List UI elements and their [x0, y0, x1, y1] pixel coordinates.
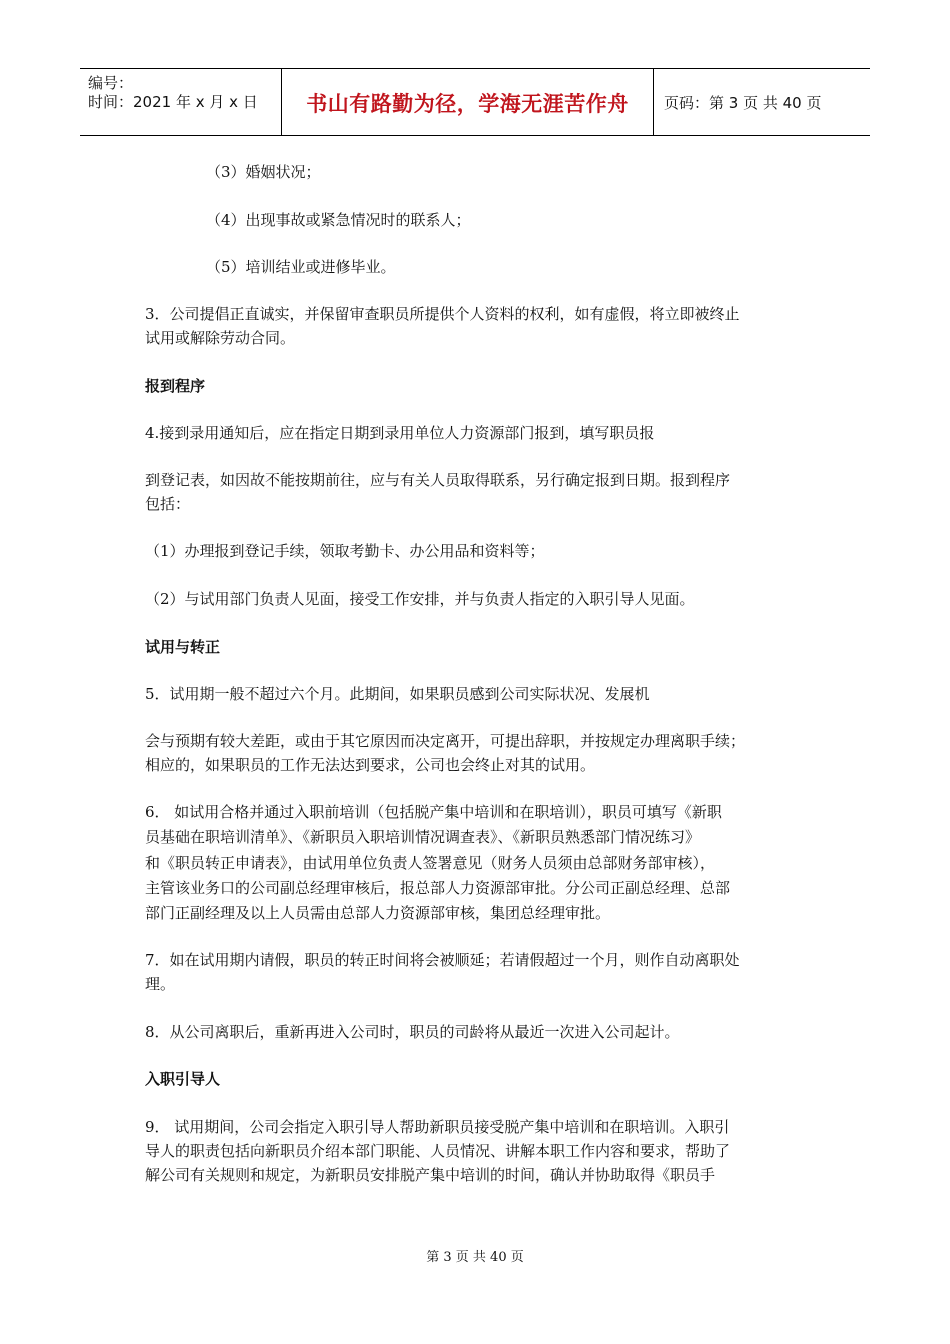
header-page-cell [654, 69, 870, 135]
page-header [80, 68, 870, 136]
paragraph-line: 试用或解除劳动合同。 [145, 329, 296, 347]
section-heading: 试用与转正 [145, 638, 221, 656]
page-footer [0, 1246, 950, 1265]
header-motto-cell [282, 69, 654, 135]
list-item: （2）与试用部门负责人见面，接受工作安排，并与负责人指定的入职引导人见面。 [145, 590, 695, 608]
section-heading: 报到程序 [145, 377, 206, 395]
paragraph-line: 理。 [145, 975, 176, 993]
paragraph-line: 和《职员转正申请表》，由试用单位负责人签署意见（财务人员须由总部财务部审核）， [145, 854, 716, 872]
paragraph-line: 5．试用期一般不超过六个月。此期间，如果职员感到公司实际状况、发展机 [145, 685, 650, 703]
paragraph-line: 7．如在试用期内请假，职员的转正时间将会被顺延；若请假超过一个月，则作自动离职处 [145, 951, 740, 969]
document-date: 时间：2021 年 x 月 x 日 [88, 93, 258, 111]
footer-page-number: 第 3 页 共 40 页 [426, 1250, 524, 1265]
list-item: （4）出现事故或紧急情况时的联系人； [206, 211, 471, 229]
list-item: （3）婚姻状况； [206, 163, 321, 181]
list-item: （5）培训结业或进修毕业。 [206, 258, 396, 276]
paragraph-line: 8．从公司离职后，重新再进入公司时，职员的司龄将从最近一次进入公司起计。 [145, 1023, 680, 1041]
paragraph-line: 部门正副经理及以上人员需由总部人力资源部审核，集团总经理审批。 [145, 904, 611, 922]
list-item: （1）办理报到登记手续，领取考勤卡、办公用品和资料等； [145, 542, 545, 560]
header-meta-cell [80, 69, 282, 135]
header-page-info: 页码：第 3 页 共 40 页 [664, 93, 822, 112]
paragraph-line: 相应的，如果职员的工作无法达到要求，公司也会终止对其的试用。 [145, 756, 596, 774]
paragraph-line: 员基础在职培训清单》、《新职员入职培训情况调查表》、《新职员熟悉部门情况练习》 [145, 828, 701, 846]
paragraph-line: 6． 如试用合格并通过入职前培训（包括脱产集中培训和在职培训），职员可填写《新职 [145, 803, 722, 821]
paragraph-line: 导人的职责包括向新职员介绍本部门职能、人员情况、讲解本职工作内容和要求，帮助了 [145, 1142, 731, 1160]
header-motto: 书山有路勤为径，学海无涯苦作舟 [306, 92, 629, 116]
paragraph-line: 9． 试用期间，公司会指定入职引导人帮助新职员接受脱产集中培训和在职培训。入职引 [145, 1118, 730, 1136]
paragraph-line: 3．公司提倡正直诚实，并保留审查职员所提供个人资料的权利，如有虚假，将立即被终止 [145, 305, 740, 323]
paragraph-line: 主管该业务口的公司副总经理审核后，报总部人力资源部审批。分公司正副总经理、总部 [145, 879, 731, 897]
paragraph-line: 到登记表，如因故不能按期前往，应与有关人员取得联系，另行确定报到日期。报到程序 [145, 471, 731, 489]
paragraph-line: 会与预期有较大差距，或由于其它原因而决定离开，可提出辞职，并按规定办理离职手续； [145, 732, 746, 750]
paragraph-line: 4.接到录用通知后，应在指定日期到录用单位人力资源部门报到，填写职员报 [145, 424, 655, 442]
paragraph-line: 包括： [145, 495, 191, 513]
paragraph-line: 解公司有关规则和规定，为新职员安排脱产集中培训的时间，确认并协助取得《职员手 [145, 1166, 716, 1184]
section-heading: 入职引导人 [145, 1070, 221, 1088]
document-number-label: 编号： [88, 74, 134, 92]
